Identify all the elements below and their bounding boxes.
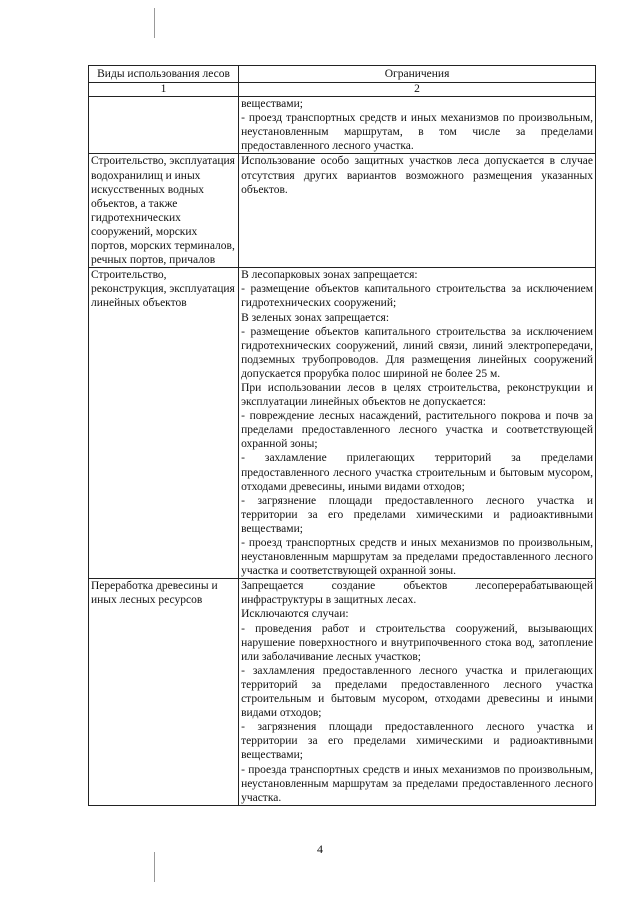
restriction-line: В лесопарковых зонах запрещается: [241,269,418,282]
table-row [89,154,596,268]
header-forest-use: Виды использования лесов [89,66,239,83]
restriction-line: - повреждение лесных насаждений, растительного покрова и почв за пределами предоставленного лесного участка и соответствующей охранной зоны; [241,410,593,451]
restriction-line: - проезд транспортных средств и иных механизмов по произвольным, неустановленным маршрутам, в том числе за пределами предоставленного лесного участка. [241,112,593,153]
column-number-2: 2 [239,83,596,97]
restriction-line: - проезд транспортных средств и иных механизмов по произвольным, неустановленным маршрутам за пределами предоставленного лесного участка и соответствующей охранной зоны. [241,537,593,578]
row-use-cell: Строительство, эксплуатация водохранилищ и иных искусственных водных объектов, а также гидротехнических сооружений, морских портов, морских терминалов, речных портов, причалов [89,154,239,268]
restriction-line: - проведения работ и строительства сооружений, вызывающих нарушение поверхностного и внутрипочвенного стока вод, затопление или заболачивание лесных участков; [241,622,593,663]
column-number-1: 1 [89,83,239,97]
table-row [89,268,596,579]
page-number: 4 [317,842,323,856]
row-restrictions-cell [239,268,596,579]
row-restrictions-cell [239,154,596,268]
restriction-line: - размещение объектов капитального строительства за исключением гидротехнических сооружений, линий связи, линий электропередачи, подземных трубопроводов. Для размещения линейных сооружений допускается прорубка полос шириной не более 25 м. [241,325,593,380]
restriction-line: - захламления предоставленного лесного участка и прилегающих территорий за пределами предоставленного лесного участка строительным и бытовым мусором, отходами древесины и иными видами отходов; [241,664,593,720]
restriction-line: веществами; [241,98,303,111]
restriction-line: - размещение объектов капитального строительства за исключением гидротехнических сооружений; [241,283,593,310]
restriction-line: - загрязнение площади предоставленного лесного участка и территории за его пределами химическими и радиоактивными веществами; [241,494,593,535]
table-row [89,579,596,806]
header-restrictions: Ограничения [239,66,596,83]
row-restrictions-cell [239,97,596,154]
restriction-line: - загрязнения площади предоставленного лесного участка и территории за его пределами химическими и радиоактивными веществами; [241,721,593,762]
row-use-cell: Строительство, реконструкция, эксплуатация линейных объектов [89,268,239,579]
table-header-row [89,66,596,83]
table-column-number-row [89,83,596,97]
restrictions-table [88,65,596,806]
row-use-cell: Переработка древесины и иных лесных ресурсов [89,579,239,806]
table-row [89,97,596,154]
restriction-line: При использовании лесов в целях строительства, реконструкции и эксплуатации линейных объектов не допускается: [241,381,593,409]
scan-artifact-top [154,8,155,38]
restriction-line: - проезда транспортных средств и иных механизмов по произвольным, неустановленным маршрутам за пределами предоставленного лесного участка. [241,763,593,804]
restriction-line: Использование особо защитных участков леса допускается в случае отсутствия других вариантов возможного размещения указанных объектов. [241,155,593,196]
restriction-line: Исключаются случаи: [241,608,349,621]
row-restrictions-cell [239,579,596,806]
restriction-line: В зеленых зонах запрещается: [241,311,390,324]
restriction-line: - захламление прилегающих территорий за пределами предоставленного лесного участка строительным и бытовым мусором, отходами древесины, иными видами отходов; [241,452,593,493]
row-use-cell [89,97,239,154]
restriction-line: Запрещается создание объектов лесоперерабатывающей инфраструктуры в защитных лесах. [241,580,593,607]
